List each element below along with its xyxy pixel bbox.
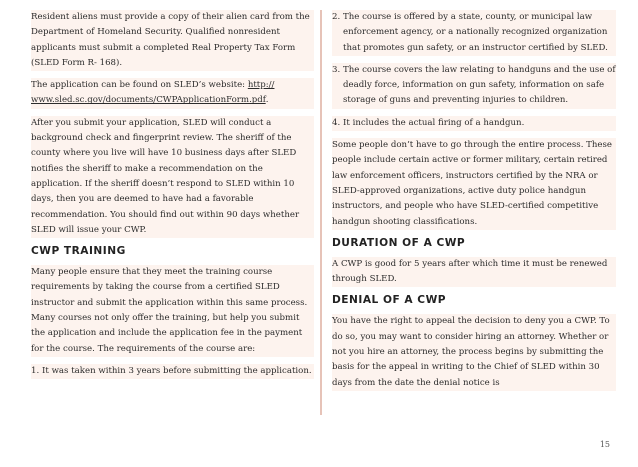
column-divider xyxy=(320,10,322,415)
denial-paragraph: You have the right to appeal the decision to deny you a CWP. To do so, you may want to consider hiring an attorney. Whether or not you hire an attorney, the process begins by submitting the basis for the appeal in writing to the Chief of SLED within 30 days from the date the denial notice is xyxy=(332,314,616,390)
application-link-paragraph xyxy=(31,78,314,109)
cwp-training-heading: CWP TRAINING xyxy=(31,245,126,258)
requirement-item-3 xyxy=(332,63,616,109)
application-link-prefix: The application can be found on SLED’s website: xyxy=(31,80,248,91)
page-number: 15 xyxy=(599,440,610,449)
duration-paragraph: A CWP is good for 5 years after which time it must be renewed through SLED. xyxy=(332,257,616,288)
requirement-item-1 xyxy=(31,364,314,379)
left-column xyxy=(31,10,314,386)
application-link-suffix: . xyxy=(265,95,269,106)
exemptions-paragraph: Some people don’t have to go through the entire process. These people include certain active or former military, certain retired law enforcement officers, instructors certified by the NRA or SLED-approved organizations, active duty police handgun instructors, and people who have SLED-certified competitive handgun shooting classifications. xyxy=(332,138,616,230)
list-number: 3. xyxy=(332,64,341,75)
list-number: 1. xyxy=(31,365,40,376)
background-check-paragraph: After you submit your application, SLED will conduct a background check and fingerprint review. The sheriff of the county where you live will have 10 business days after SLED notifies the sheriff to make a recommendation on the application. If the sheriff doesn’t respond to SLED within 10 days, then you are deemed to have had a favorable recommendation. You should find out within 90 days whether SLED will issue your CWP. xyxy=(31,116,314,238)
list-text: The course covers the law relating to handguns and the use of deadly force, information on gun safety, information on safe storage of guns and preventing injuries to children. xyxy=(343,64,616,106)
requirement-item-2 xyxy=(332,10,616,56)
denial-heading: DENIAL OF A CWP xyxy=(332,294,447,307)
list-text: It includes the actual firing of a handgun. xyxy=(343,117,525,128)
list-number: 4. xyxy=(332,117,341,128)
alien-card-paragraph: Resident aliens must provide a copy of their alien card from the Department of Homeland Security. Qualified nonresident applicants must submit a completed Real Property Tax Form (SLED Form R- 168). xyxy=(31,10,314,71)
list-text: The course is offered by a state, county, or municipal law enforcement agency, or a nationally recognized organization that promotes gun safety, or an instructor certified by SLED. xyxy=(343,12,608,53)
duration-heading: DURATION OF A CWP xyxy=(332,236,466,249)
training-paragraph: Many people ensure that they meet the training course requirements by taking the course from a certified SLED instructor and submit the application within this same process. Many courses not only offer the training, but help you submit the application and include the application fee in the payment for the course. The requirements of the course are: xyxy=(31,265,314,357)
right-column xyxy=(332,10,616,398)
list-text: It was taken within 3 years before submitting the application. xyxy=(42,365,312,376)
application-form-link[interactable]: http:// www.sled.sc.gov/documents/CWPApplicationForm.pdf xyxy=(31,80,275,106)
list-number: 2. xyxy=(332,12,341,22)
requirement-item-4 xyxy=(332,116,616,131)
